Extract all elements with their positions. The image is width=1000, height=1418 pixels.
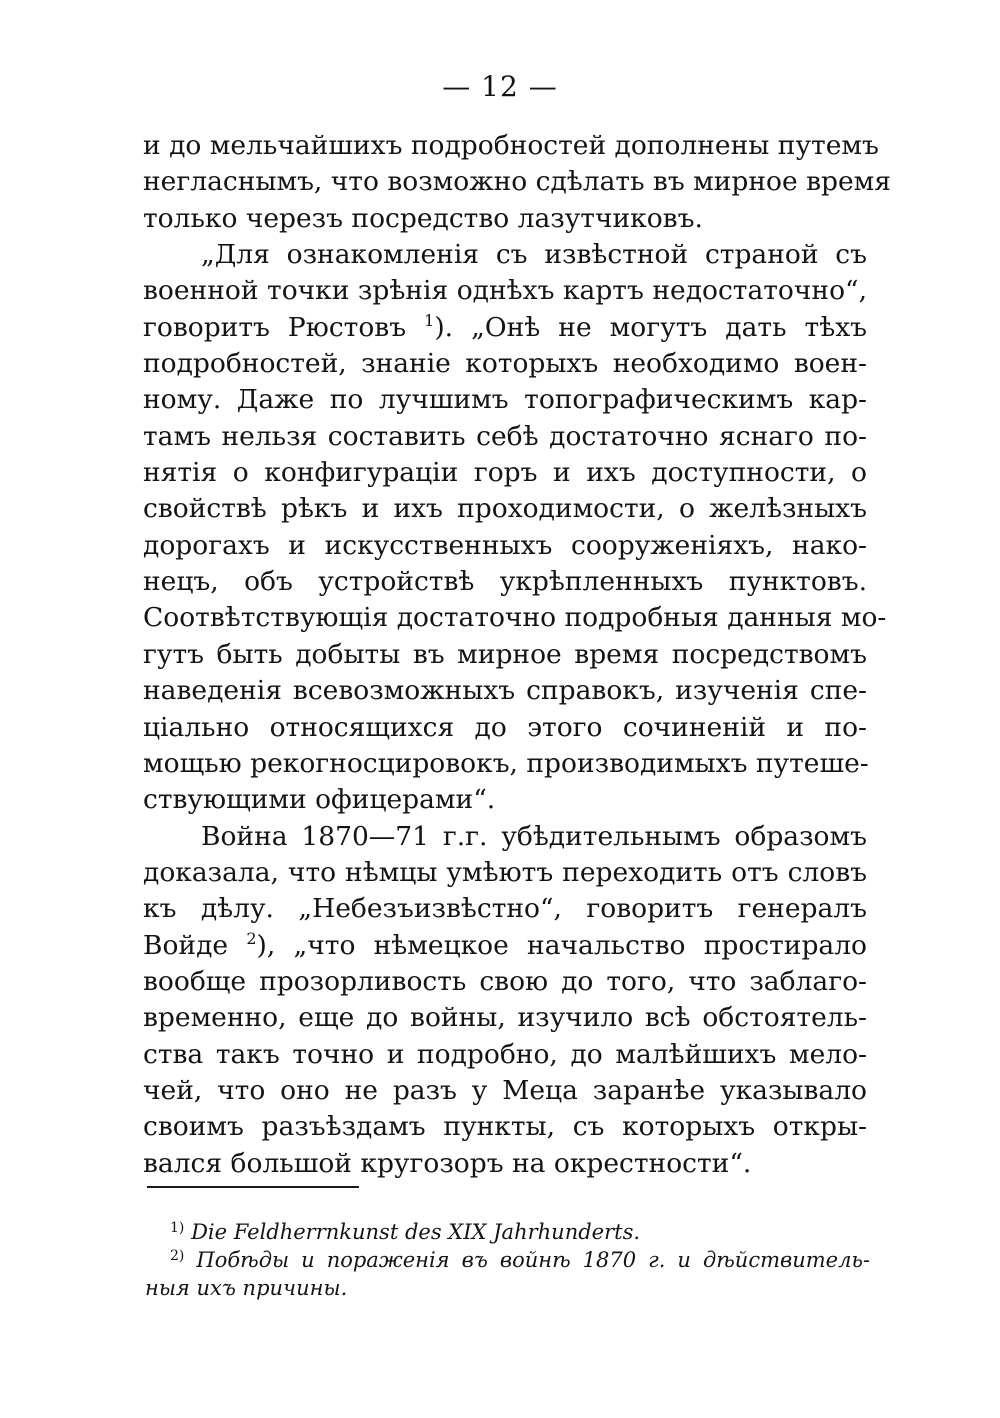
- text-line: подробностей, знаніе которыхъ необходимо воен-: [143, 348, 867, 380]
- text-line: гутъ быть добыты въ мирное время посредствомъ: [143, 638, 867, 670]
- text-line: и до мельчайшихъ подробностей дополнены путемъ: [143, 130, 879, 161]
- footnote-2: [170, 1246, 870, 1274]
- page-number: — 12 —: [442, 70, 558, 103]
- text-segment: ), „что нѣмецкое начальство простирало: [256, 929, 867, 961]
- text-line: ціально относящихся до этого сочиненій и по-: [143, 711, 867, 743]
- footnote-2-continuation: ныя ихъ причины.: [145, 1276, 348, 1300]
- body-text: [143, 128, 891, 1182]
- footnote-ref-1: 1: [424, 310, 435, 330]
- text-line: временно, еще до войны, изучило всѣ обстоятель-: [143, 1002, 867, 1034]
- text-line: наведенія всевозможныхъ справокъ, изученія спе-: [143, 675, 867, 707]
- footnote-mark: 2): [170, 1248, 185, 1264]
- text-line: тамъ нельзя составить себѣ достаточно яснаго по-: [143, 420, 867, 452]
- text-line: ства такъ точно и подробно, до малѣйшихъ мело-: [143, 1038, 867, 1070]
- text-line: нецъ, объ устройствѣ укрѣпленныхъ пунктовъ.: [143, 566, 867, 598]
- text-line: [143, 928, 867, 964]
- text-line: доказала, что нѣмцы умѣютъ переходить отъ словъ: [143, 856, 867, 888]
- footnote-text: Die Feldherrnkunst des XIX Jahrhunderts.: [191, 1220, 641, 1244]
- text-line: свойствѣ рѣкъ и ихъ проходимости, о желѣзныхъ: [143, 493, 867, 525]
- text-line: вообще прозорливость свою до того, что заблаго-: [143, 965, 867, 997]
- text-line: Соотвѣтствующія достаточно подробныя данныя мо-: [143, 602, 887, 634]
- text-line: только черезъ посредство лазутчиковъ.: [143, 202, 703, 234]
- text-line: нятія о конфигураціи горъ и ихъ доступности, о: [143, 457, 867, 489]
- text-line: мощью рекогносцировокъ, производимыхъ путеше-: [143, 747, 869, 779]
- text-line: своимъ разъѣздамъ пункты, съ которыхъ откры-: [143, 1111, 867, 1143]
- text-segment: ). „Онѣ не могутъ дать тѣхъ: [434, 311, 867, 343]
- text-line: чей, что оно не разъ у Меца заранѣе указывало: [143, 1074, 867, 1106]
- text-line: вался большой кругозоръ на окрестности“.: [143, 1147, 752, 1179]
- footnote-ref-2: 2: [246, 928, 257, 948]
- text-line: Война 1870—71 г.г. убѣдительнымъ образомъ: [201, 820, 867, 852]
- text-line: военной точки зрѣнія однѣхъ картъ недостаточно“,: [143, 275, 867, 307]
- text-line: [143, 310, 867, 346]
- text-line: негласнымъ, что возможно сдѣлать въ мирное время: [143, 166, 891, 198]
- footnote-mark: 1): [170, 1220, 185, 1236]
- footnote-1: [170, 1218, 870, 1246]
- footnotes: [145, 1218, 870, 1302]
- footnote-divider: [147, 1186, 359, 1188]
- text-line: ному. Даже по лучшимъ топографическимъ кар-: [143, 384, 867, 416]
- text-line: „Для ознакомленія съ извѣстной страной съ: [201, 239, 867, 271]
- text-line: дорогахъ и искусственныхъ сооруженіяхъ, нако-: [143, 529, 867, 561]
- text-line: къ дѣлу. „Небезъизвѣстно“, говоритъ генералъ: [143, 893, 867, 925]
- text-line: ствующими офицерами“.: [143, 784, 496, 816]
- text-segment: говоритъ Рюстовъ: [143, 311, 407, 343]
- text-segment: Войде: [143, 929, 229, 961]
- footnote-text: Побѣды и пораженія въ войнѣ 1870 г. и дѣйствитель-: [196, 1248, 870, 1272]
